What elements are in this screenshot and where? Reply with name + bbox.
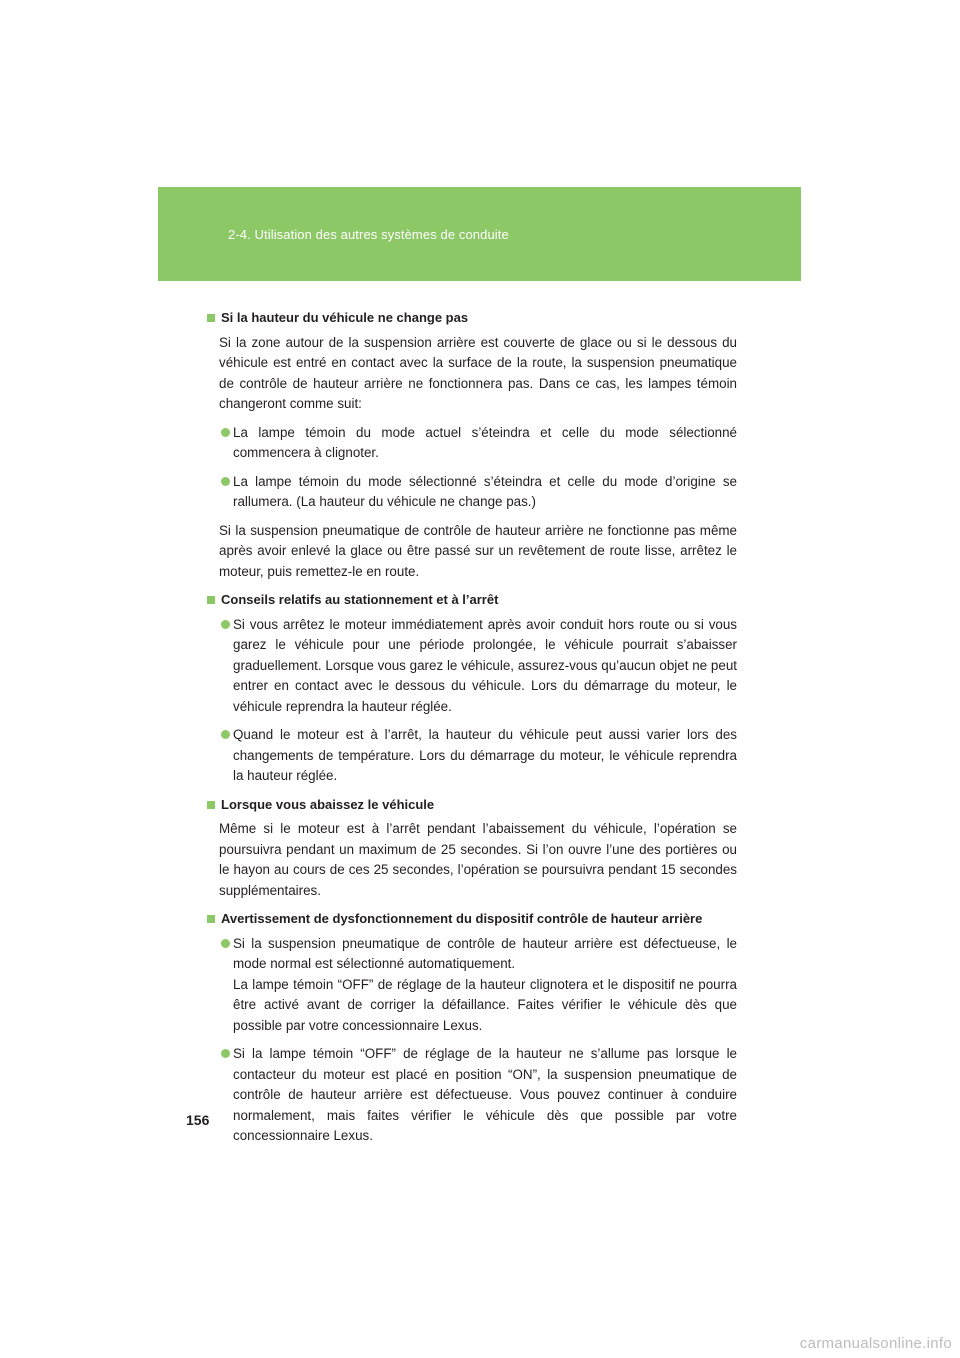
chapter-title: 2-4. Utilisation des autres systèmes de conduite <box>228 227 509 242</box>
round-bullet-icon <box>221 730 230 739</box>
section-header-bar <box>158 187 801 281</box>
bullet-item: La lampe témoin du mode sélectionné s’éteindra et celle du mode d’origine se rallumera. (La hauteur du véhicule ne change pas.) <box>219 472 737 513</box>
section-height-not-changing <box>207 308 737 582</box>
bullet-item: Quand le moteur est à l’arrêt, la hauteur du véhicule peut aussi varier lors des changements de température. Lors du démarrage du moteur, le véhicule reprendra la hauteur réglée. <box>219 725 737 787</box>
watermark: carmanualsonline.info <box>799 1335 952 1352</box>
square-bullet-icon <box>207 596 215 604</box>
square-bullet-icon <box>207 915 215 923</box>
round-bullet-icon <box>221 428 230 437</box>
section-parking-tips <box>207 590 737 787</box>
page-content <box>207 308 737 1155</box>
round-bullet-icon <box>221 620 230 629</box>
bullet-item: Si la lampe témoin “OFF” de réglage de la hauteur ne s’allume pas lorsque le contacteur du moteur est placé en position “ON”, la suspension pneumatique de contrôle de hauteur arrière est défectueuse. Vous pouvez continuer à conduire normalement, mais faites vérifier le véhicule dès que possible par votre concessionnaire Lexus. <box>219 1044 737 1147</box>
section-title: Lorsque vous abaissez le véhicule <box>207 795 737 816</box>
paragraph: Si la suspension pneumatique de contrôle de hauteur arrière ne fonctionne pas même après avoir enlevé la glace ou être passé sur un revêtement de route lisse, arrêtez le moteur, puis remettez-le en route. <box>219 522 737 579</box>
page-number: 156 <box>186 1112 210 1128</box>
section-lowering-vehicle <box>207 795 737 902</box>
square-bullet-icon <box>207 801 215 809</box>
paragraph: Si la zone autour de la suspension arrière est couverte de glace ou si le dessous du véhicule est entré en contact avec la surface de la route, la suspension pneumatique de contrôle de hauteur arrière ne fonctionnera pas. Dans ce cas, les lampes témoin changeront comme suit: <box>219 334 737 411</box>
bullet-item: Si la suspension pneumatique de contrôle de hauteur arrière est défectueuse, le mode normal est sélectionné automatiquement. La lampe témoin “OFF” de réglage de la hauteur clignotera et le dispositif ne pourra être activé avant de corriger la défaillance. Faites vérifier le véhicule dès que possible par votre concessionnaire Lexus. <box>219 934 737 1037</box>
section-title: Avertissement de dysfonctionnement du dispositif contrôle de hauteur arrière <box>207 909 737 930</box>
round-bullet-icon <box>221 939 230 948</box>
section-title: Si la hauteur du véhicule ne change pas <box>207 308 737 329</box>
square-bullet-icon <box>207 314 215 322</box>
bullet-item: Si vous arrêtez le moteur immédiatement après avoir conduit hors route ou si vous garez le véhicule pour une période prolongée, le véhicule pourrait s’abaisser graduellement. Lorsque vous garez le véhicule, assurez-vous qu’aucun objet ne peut entrer en contact avec le dessous du véhicule. Lors du démarrage du moteur, le véhicule reprendra la hauteur réglée. <box>219 615 737 718</box>
round-bullet-icon <box>221 1049 230 1058</box>
section-malfunction-warning <box>207 909 737 1147</box>
section-title: Conseils relatifs au stationnement et à l’arrêt <box>207 590 737 611</box>
paragraph: Même si le moteur est à l’arrêt pendant l’abaissement du véhicule, l’opération se poursuivra pendant un maximum de 25 secondes. Si l’on ouvre l’une des portières ou le hayon au cours de ces 25 secondes, l’opération se poursuivra pendant 15 secondes supplémentaires. <box>219 821 737 898</box>
round-bullet-icon <box>221 477 230 486</box>
bullet-item: La lampe témoin du mode actuel s’éteindra et celle du mode sélectionné commencera à clignoter. <box>219 423 737 464</box>
